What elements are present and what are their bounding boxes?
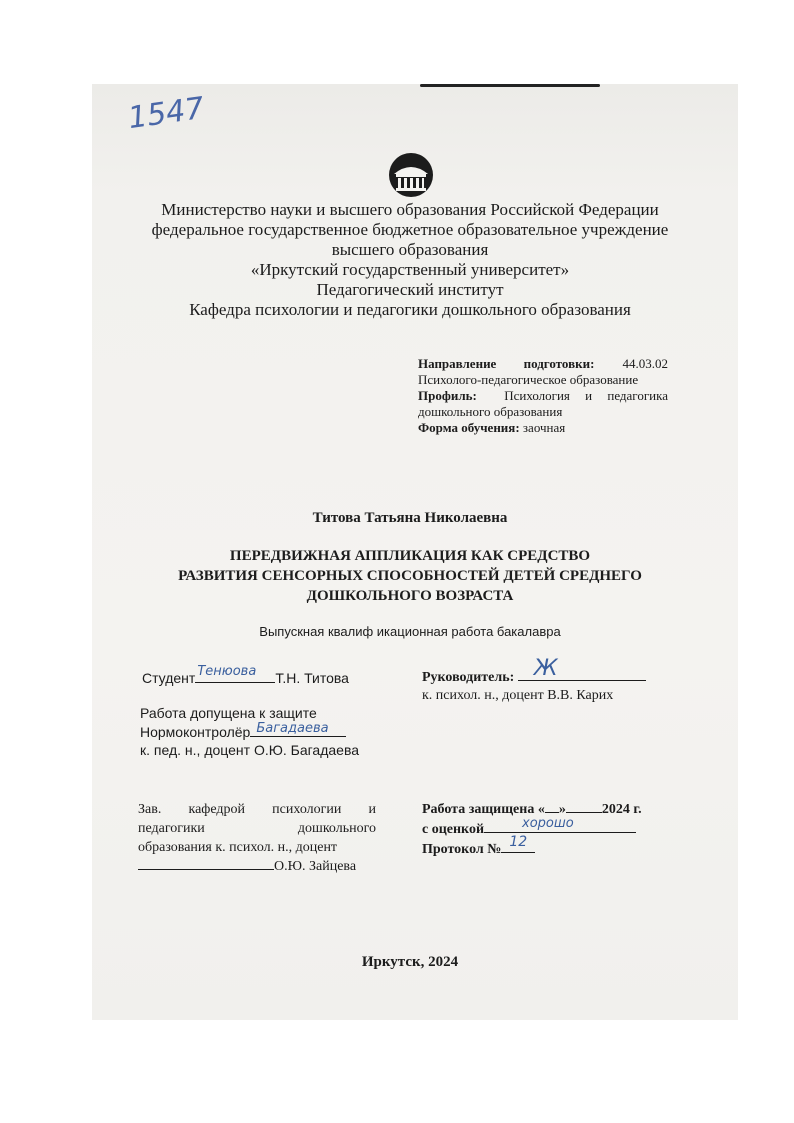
defense-block: Работа защищена « » 2024 г. с оценкой хорошо Протокол № 12 (422, 802, 642, 857)
city-year-footer: Иркутск, 2024 (361, 954, 459, 970)
normcontrol-details: к. пед. н., доцент О.Ю. Багадаева (140, 742, 360, 758)
header-department: Кафедра психологии и педагогики дошкольного образования (189, 300, 631, 319)
thesis-title-line-1: ПЕРЕДВИЖНАЯ АППЛИКАЦИЯ КАК СРЕДСТВО (229, 548, 591, 564)
grade-value: хорошо (522, 816, 574, 831)
grade-label: с оценкой (422, 822, 485, 837)
work-type: Выпускная квалиф икационная работа бакалавра (259, 624, 561, 639)
thesis-title (130, 546, 690, 606)
head-line-1: Зав. кафедрой психологии и (138, 802, 376, 817)
supervisor-signature: Ж (533, 656, 558, 681)
profile-label: Профиль: (418, 388, 477, 403)
supervisor-details: к. психол. н., доцент В.В. Карих (422, 688, 614, 703)
student-line (142, 664, 349, 686)
study-info-block (418, 356, 668, 436)
head-line-2: педагогики дошкольного (138, 821, 376, 836)
defense-year: 2024 г. (601, 802, 642, 817)
head-name: О.Ю. Зайцева (274, 859, 357, 874)
student-signature: Тенюова (197, 664, 257, 679)
university-logo-icon (388, 152, 434, 198)
direction-name: Психолого-педагогическое образование (418, 372, 639, 387)
head-line-3: образования к. психол. н., доцент (138, 840, 338, 855)
thesis-title-line-3: ДОШКОЛЬНОГО ВОЗРАСТА (306, 588, 514, 604)
direction-label: Направление подготовки: (418, 356, 595, 371)
profile-value: Психология и педагогика (504, 388, 668, 403)
thesis-title-line-2: РАЗВИТИЯ СЕНСОРНЫХ СПОСОБНОСТЕЙ ДЕТЕЙ СРЕДНЕГО (178, 568, 642, 584)
header-ministry: Министерство науки и высшего образования Российской Федерации (161, 200, 659, 219)
handwritten-number: 1547 (125, 90, 207, 137)
supervisor-block (422, 656, 646, 704)
supervisor-label: Руководитель: (422, 670, 515, 685)
author-name: Титова Татьяна Николаевна (312, 510, 508, 526)
header-institute: Педагогический институт (316, 280, 504, 299)
normcontrol-block (140, 704, 359, 759)
normcontrol-label: Нормоконтролёр (140, 724, 251, 740)
direction-code: 44.03.02 (622, 356, 668, 371)
study-form-label: Форма обучения: (418, 420, 520, 435)
normcontrol-signature: Багадаева (256, 721, 329, 736)
protocol-label: Протокол № (422, 842, 502, 857)
profile-value-continued: дошкольного образования (418, 404, 563, 419)
institution-header (120, 200, 700, 320)
student-label: Студент (142, 670, 196, 686)
head-of-department-block (138, 800, 376, 876)
admission-text: Работа допущена к защите (140, 705, 317, 721)
protocol-number: 12 (509, 834, 528, 850)
header-institution-type: федеральное государственное бюджетное образовательное учреждение (151, 220, 669, 239)
defense-label: Работа защищена « (422, 802, 545, 817)
student-name: Т.Н. Титова (275, 670, 349, 686)
study-form-value: заочная (522, 420, 566, 435)
header-education-level: высшего образования (331, 240, 489, 259)
scan-edge-line (420, 84, 600, 87)
header-university: «Иркутский государственный университет» (250, 260, 570, 279)
